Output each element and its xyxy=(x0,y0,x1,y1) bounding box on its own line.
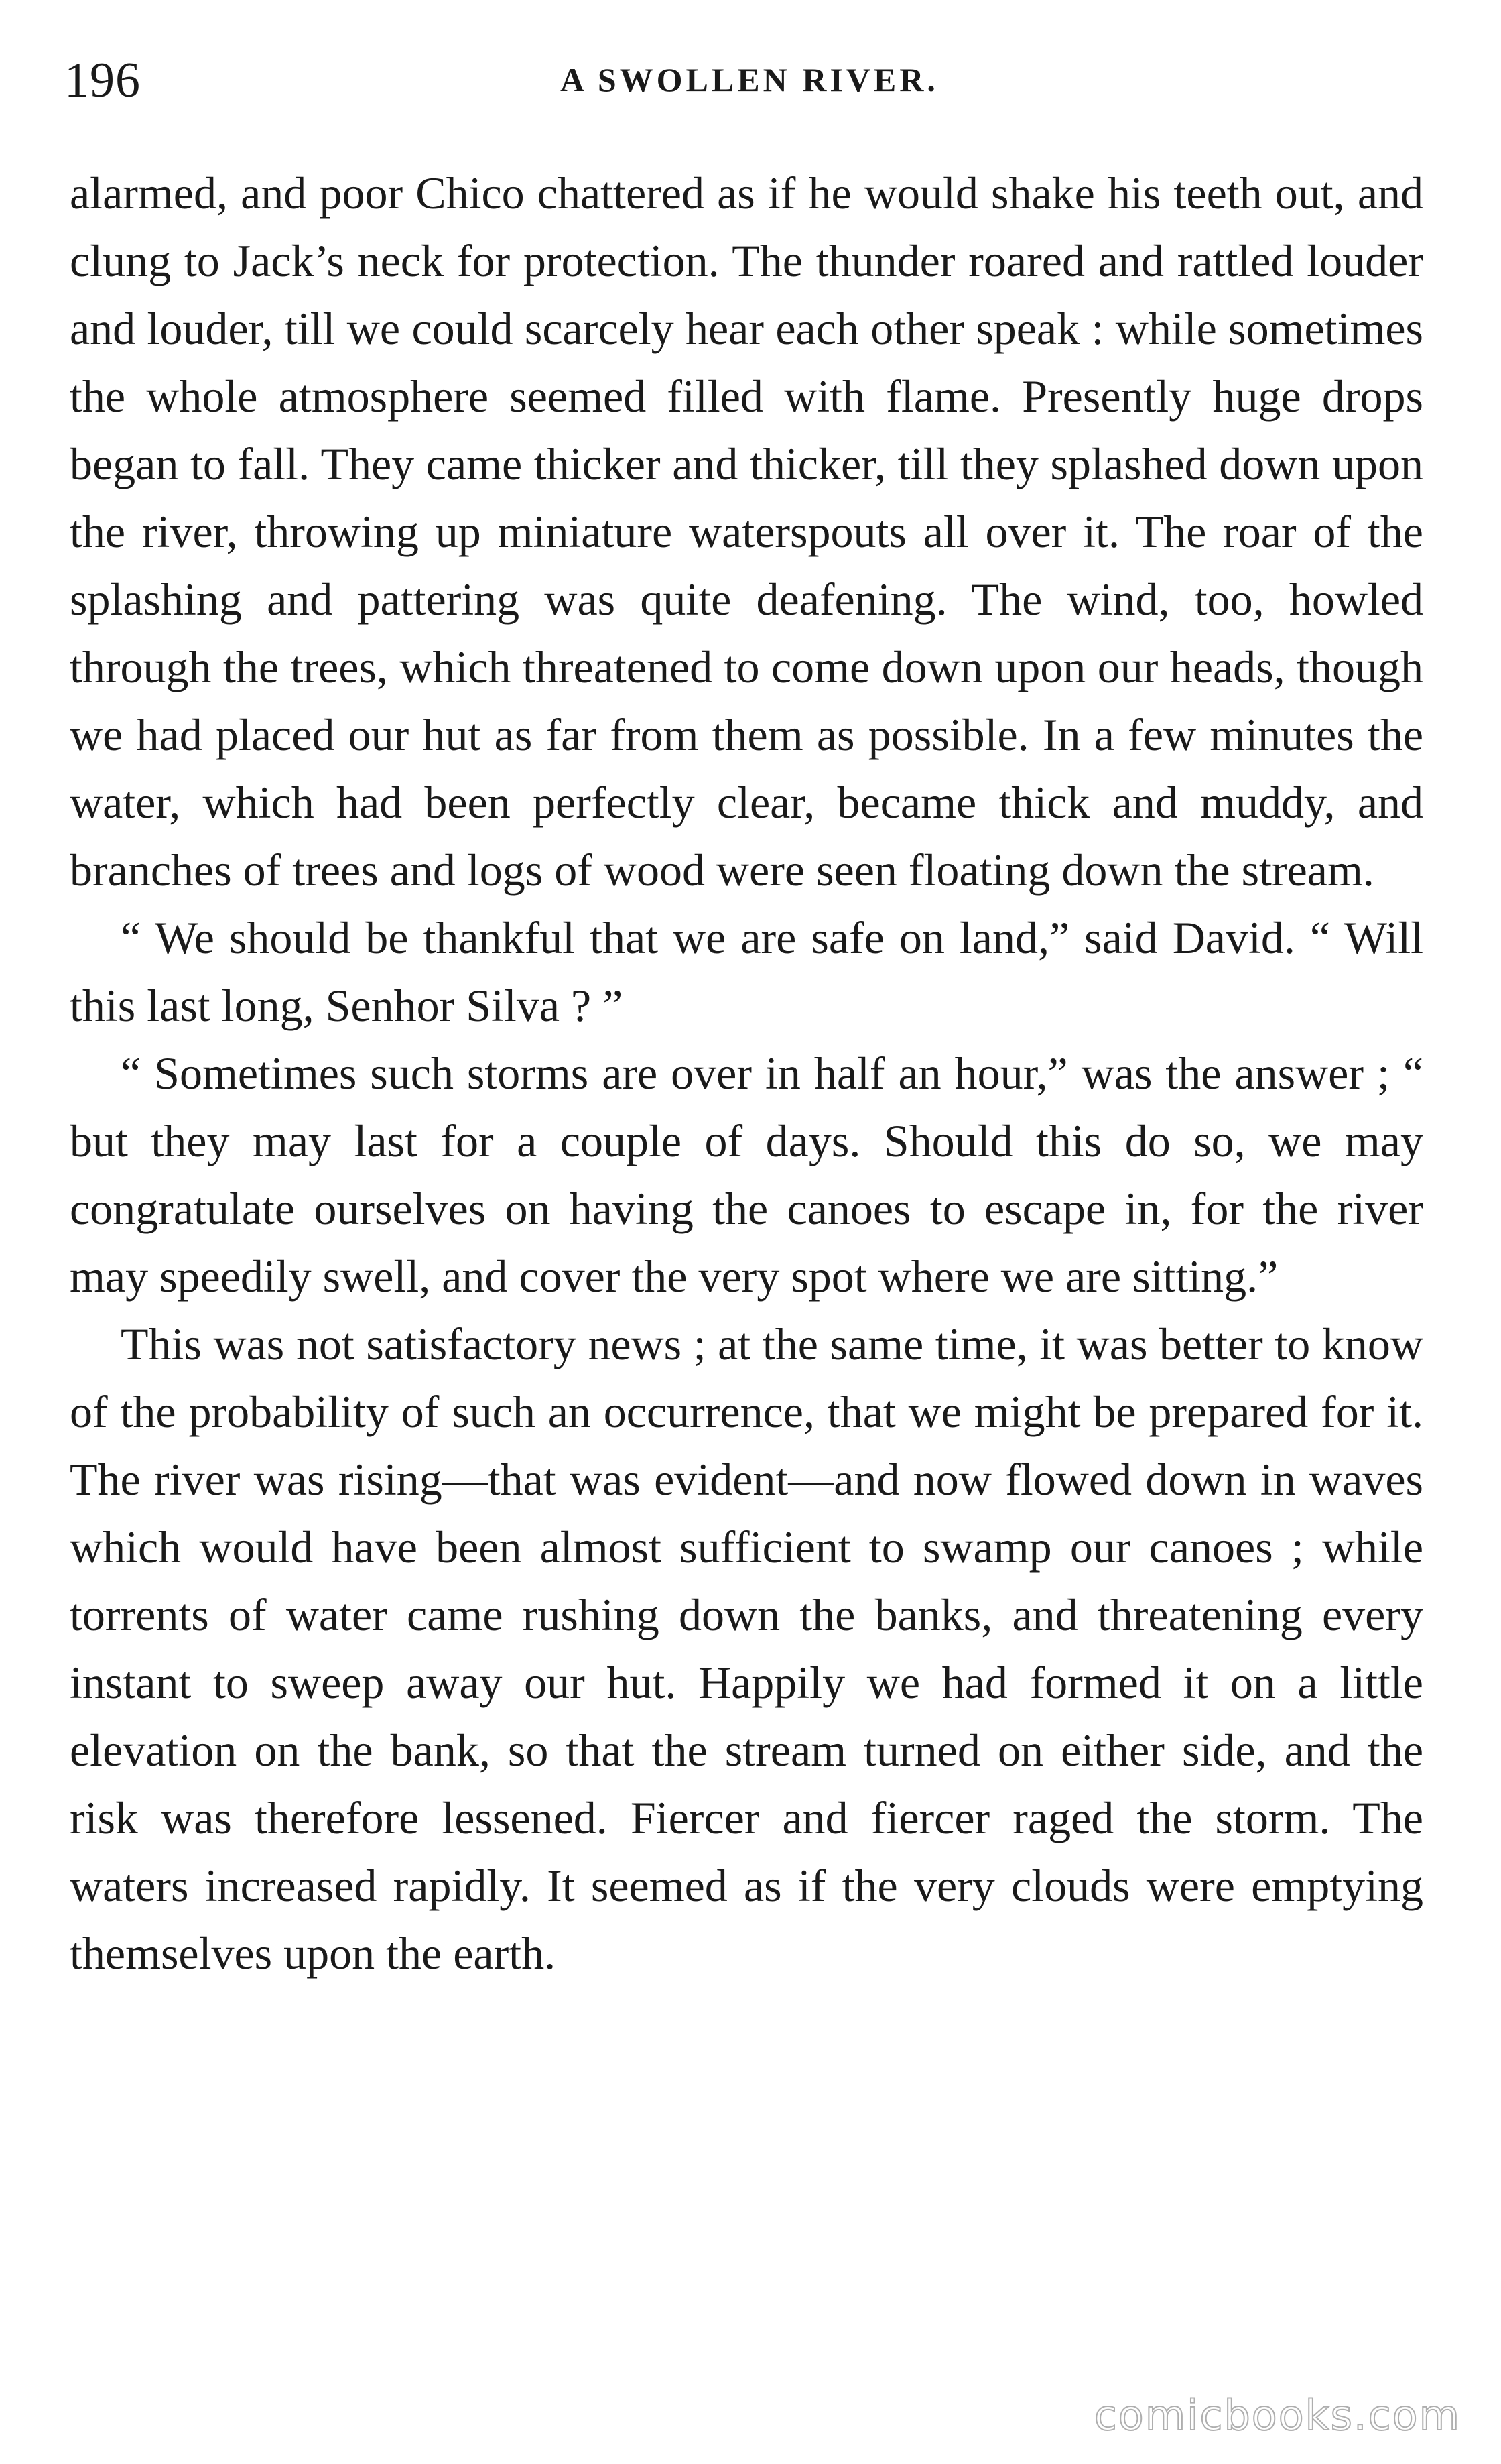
running-head: A SWOLLEN RIVER. xyxy=(560,61,939,99)
body-text xyxy=(70,160,1423,1987)
paragraph: “ We should be thankful that we are safe on land,” said David. “ Will this last long, Senhor Silva ? ” xyxy=(70,912,1423,1031)
paragraph: alarmed, and poor Chico chattered as if he would shake his teeth out, and clung to Jack’s neck for protection. The thunder roared and rattled louder and louder, till we could scarcely hear each other speak : while sometimes the whole atmosphere seemed filled with flame. Presently huge drops began to fall. They came thicker and thicker, till they splashed down upon the river, throwing up miniature waterspouts all over it. The roar of the splashing and pattering was quite deafening. The wind, too, howled through the trees, which threatened to come down upon our heads, though we had placed our hut as far from them as possible. In a few minutes the water, which had been perfectly clear, became thick and muddy, and branches of trees and logs of wood were seen floating down the stream. xyxy=(70,168,1423,896)
watermark: comicbooks.com xyxy=(1094,2391,1461,2440)
paragraph: This was not satisfactory news ; at the same time, it was better to know of the probability of such an occurrence, that we might be prepared for it. The river was rising—that was evident—and now flowed down in waves which would have been almost sufficient to swamp our canoes ; while torrents of water came rushing down the banks, and threatening every instant to sweep away our hut. Happily we had formed it on a little elevation on the bank, so that the stream turned on either side, and the risk was therefore lessened. Fiercer and fiercer raged the storm. The waters increased rapidly. It seemed as if the very clouds were emptying themselves upon the earth. xyxy=(70,1318,1423,1979)
page-header xyxy=(64,52,1431,133)
page-number: 196 xyxy=(64,53,141,108)
paragraph: “ Sometimes such storms are over in half an hour,” was the answer ; “ but they may last for a couple of days. Should this do so, we may congratulate ourselves on having the canoes to escape in, for the river may speedily swell, and cover the very spot where we are sitting.” xyxy=(70,1048,1423,1302)
